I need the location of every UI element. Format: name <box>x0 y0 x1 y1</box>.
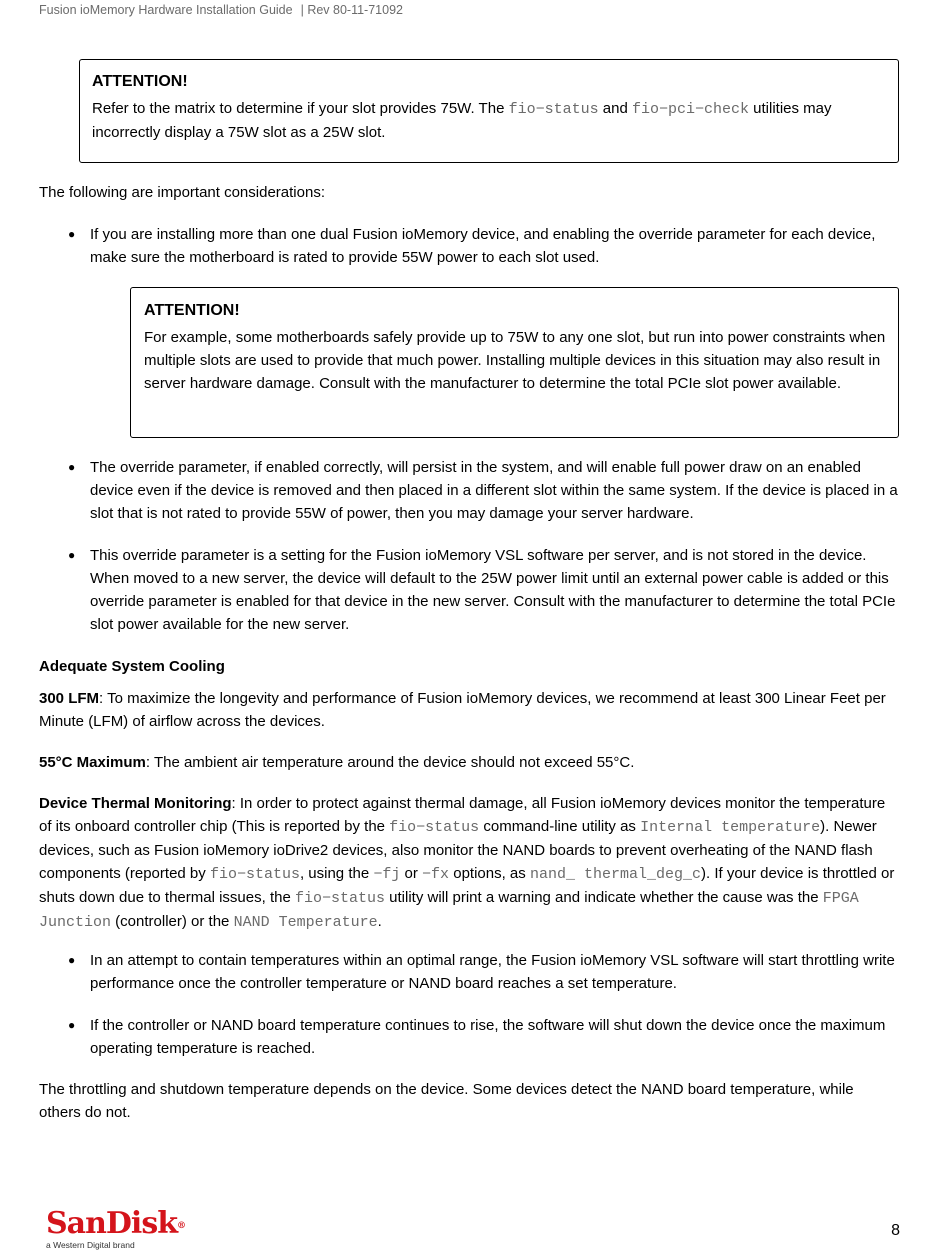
callout-body: Refer to the matrix to determine if your slot provides 75W. The fio−status and fio−pci−check utilities may incorrectly display a 75W slot as a 25W slot. <box>92 100 832 141</box>
lfm-paragraph: 300 LFM: To maximize the longevity and performance of Fusion ioMemory devices, we recommend at least 300 Linear Feet per Minute (LFM) of airflow across the devices. <box>39 690 886 730</box>
header-title: Fusion ioMemory Hardware Installation Guide <box>39 3 293 17</box>
sandisk-logo: SanDisk® <box>46 1206 187 1241</box>
header-rev: | Rev 80-11-71092 <box>300 3 403 17</box>
intro-paragraph: The following are important considerations: <box>39 184 325 201</box>
bullet-item-3: This override parameter is a setting for the Fusion ioMemory VSL software per server, and is not stored in the device. When moved to a new server, the device will default to the 25W power limit until an external power cable is added or this override parameter is enabled for that device in the new server. Consult with the manufacturer to determine the total PCIe slot power available for the new server. <box>90 547 896 633</box>
bullet-dot: ● <box>68 227 76 241</box>
bullet-item-4: In an attempt to contain temperatures within an optimal range, the Fusion ioMemory VSL software will start throttling write performance once the controller temperature or NAND board reaches a set temperature. <box>90 952 895 992</box>
running-header <box>39 2 407 18</box>
bullet-item-5: If the controller or NAND board temperature continues to rise, the software will shut down the device once the maximum operating temperature is reached. <box>90 1017 886 1057</box>
code-internal-temperature: Internal temperature <box>640 819 821 836</box>
code-fj: −fj <box>373 866 401 883</box>
bullet-item-2: The override parameter, if enabled correctly, will persist in the system, and will enable full power draw on an enabled device even if the device is removed and then placed in a different slot within the same system. If the device is placed in a slot that is not rated to provide 55W of power, then you may damage your server hardware. <box>90 459 898 522</box>
callout-title: ATTENTION! <box>92 73 188 90</box>
code-fio-status: fio−status <box>209 866 300 883</box>
bullet-dot: ● <box>68 1018 76 1032</box>
max-temp-paragraph: 55°C Maximum: The ambient air temperature around the device should not exceed 55°C. <box>39 754 635 771</box>
code-fio-status: fio−status <box>389 819 480 836</box>
thermal-label: Device Thermal Monitoring <box>39 795 232 812</box>
code-fio-status: fio−status <box>294 890 385 907</box>
code-fio-status: fio−status <box>508 101 599 118</box>
code-nand-temperature: NAND Temperature <box>233 914 378 931</box>
code-nand-thermal-deg-c: nand_ thermal_deg_c <box>529 866 701 883</box>
callout-title: ATTENTION! <box>144 302 240 319</box>
code-fpga-junction: FPGA Junction <box>39 890 859 931</box>
bullet-dot: ● <box>68 460 76 474</box>
bullet-dot: ● <box>68 548 76 562</box>
lfm-label: 300 LFM <box>39 690 100 707</box>
code-fio-pci-check: fio−pci−check <box>631 101 749 118</box>
logo-tagline: a Western Digital brand <box>46 1240 135 1250</box>
thermal-monitoring-paragraph: Device Thermal Monitoring: In order to protect against thermal damage, all Fusion ioMemory devices monitor the temperature of its onboard controller chip (This is reported by the fio−status command-line utility as Internal temperature). Newer devices, such as Fusion ioMemory ioDrive2 devices, also monitor the NAND boards to prevent overheating of the NAND flash components (reported by fio−status, using the −fj or −fx options, as nand_ thermal_deg_c). If your device is throttled or shuts down due to thermal issues, the fio−status utility will print a warning and indicate whether the cause was the FPGA Junction (controller) or the NAND Temperature. <box>39 795 895 931</box>
max-temp-label: 55°C Maximum <box>39 754 146 771</box>
bullet-item-1: If you are installing more than one dual Fusion ioMemory device, and enabling the override parameter for each device, make sure the motherboard is rated to provide 55W power to each slot used. <box>90 226 876 266</box>
attention-callout-2 <box>130 287 899 438</box>
callout-body: For example, some motherboards safely provide up to 75W to any one slot, but run into power constraints when multiple slots are used to provide that much power. Installing multiple devices in this situation may also result in server hardware damage. Consult with the manufacturer to determine the total PCIe slot power available. <box>144 329 886 392</box>
closing-paragraph: The throttling and shutdown temperature depends on the device. Some devices detect the NAND board temperature, while others do not. <box>39 1081 854 1121</box>
page-number: 8 <box>891 1222 900 1239</box>
bullet-dot: ● <box>68 953 76 967</box>
section-heading-cooling: Adequate System Cooling <box>39 658 225 675</box>
attention-callout-1 <box>79 59 899 163</box>
code-fx: −fx <box>422 866 450 883</box>
